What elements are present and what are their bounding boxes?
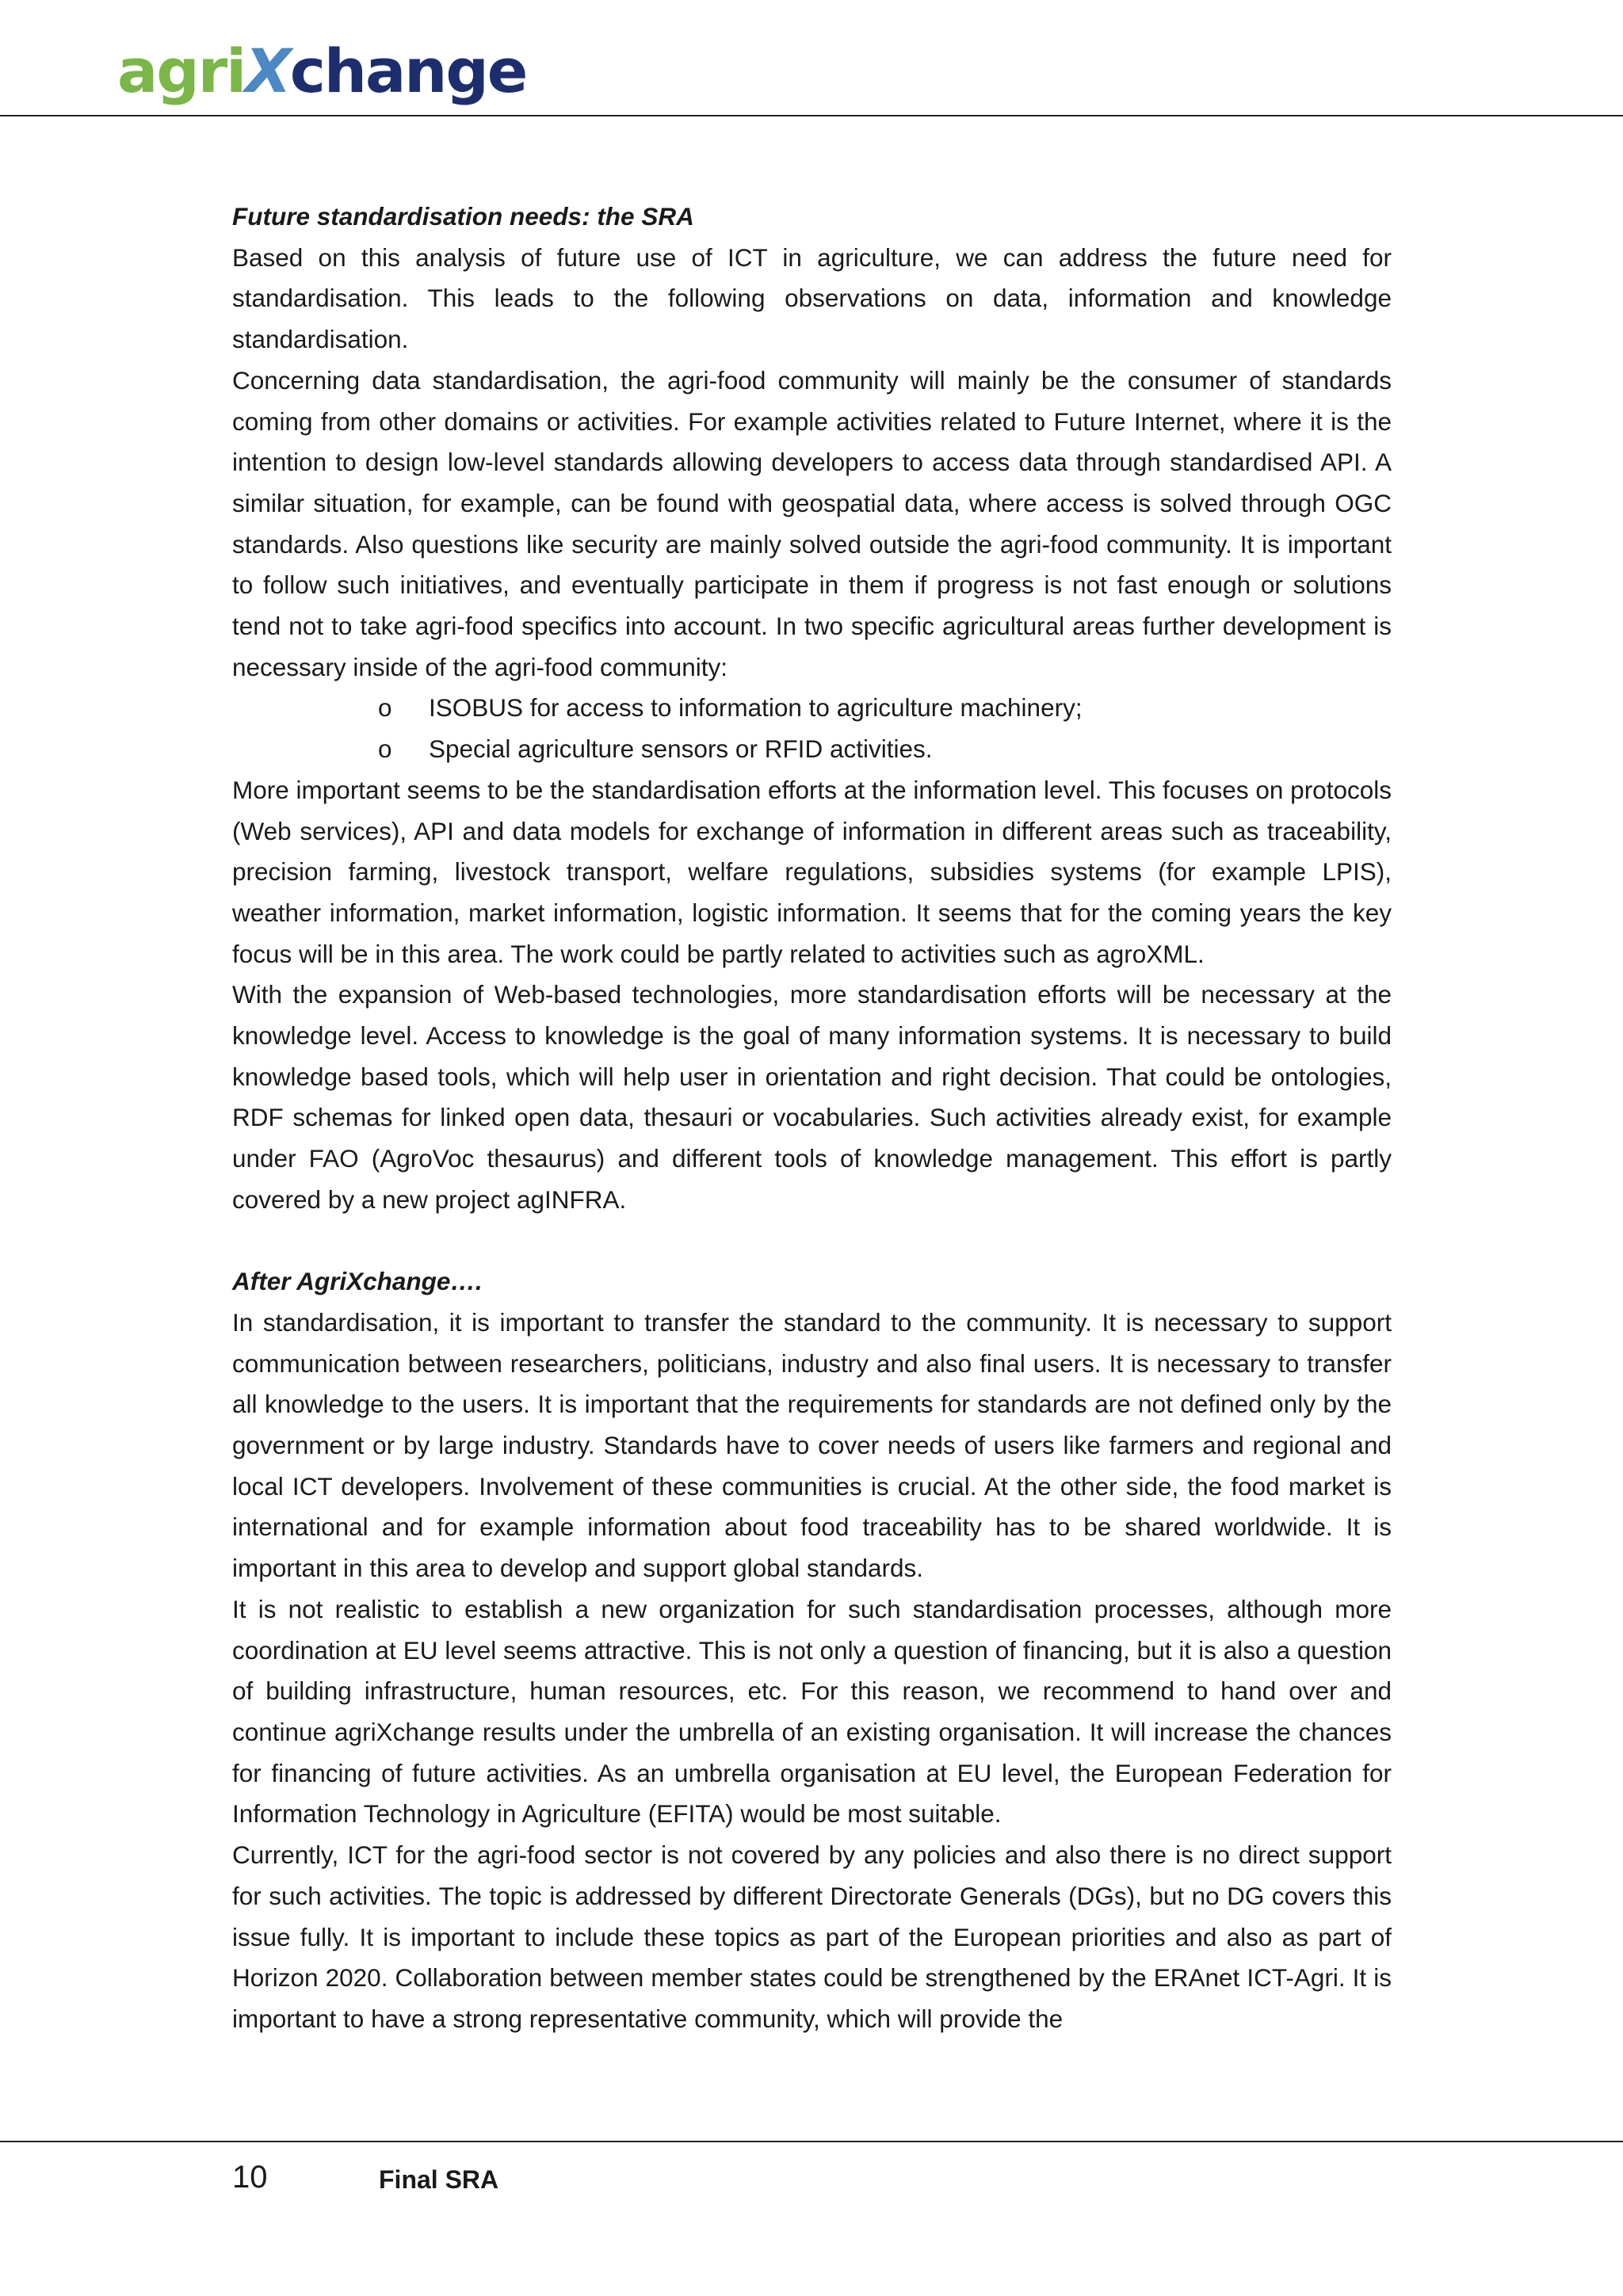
list-item — [232, 688, 1392, 729]
logo-change-text: change — [289, 36, 527, 106]
section-heading-after-agrixchange: After AgriXchange…. — [232, 1267, 483, 1296]
footer-document-title: Final SRA — [379, 2165, 499, 2194]
paragraph: It is not realistic to establish a new organization for such standardisation processes, although more coordination at EU level seems attractive. This is not only a question of financing, but it is also a question of building infrastructure, human resources, etc. For this reason, we recommend to hand over and continue agriXchange results under the umbrella of an existing organisation. It will increase the chances for financing of future activities. As an umbrella organisation at EU level, the European Federation for Information Technology in Agriculture (EFITA) would be most suitable. — [232, 1594, 1392, 1829]
page-number: 10 — [232, 2160, 268, 2195]
header-divider — [0, 115, 1623, 116]
footer-divider — [0, 2141, 1623, 2142]
paragraph: In standardisation, it is important to transfer the standard to the community. It is necessary to support communication between researchers, politicians, industry and also final users. It is necessary to transfer all knowledge to the users. It is important that the requirements for standards are not defined only by the government or by large industry. Standards have to cover needs of users like farmers and regional and local ICT developers. Involvement of these communities is crucial. At the other side, the food market is international and for example information about food traceability has to be shared worldwide. It is important in this area to develop and support global standards. — [232, 1307, 1392, 1583]
logo-agri-text: agri — [117, 36, 246, 106]
bullet-circle-icon: o — [378, 734, 392, 764]
paragraph: More important seems to be the standardisation efforts at the information level. This focuses on protocols (Web services), API and data models for exchange of information in different areas such as traceability, precision farming, livestock transport, welfare regulations, subsidies systems (for example LPIS), weather information, market information, logistic information. It seems that for the coming years the key focus will be in this area. The work could be partly related to activities such as agroXML. — [232, 775, 1392, 968]
list-item-text: Special agriculture sensors or RFID activities. — [429, 734, 933, 764]
paragraph: Based on this analysis of future use of ICT in agriculture, we can address the future need for standardisation. This leads to the following observations on data, information and knowledge standardisation. — [232, 242, 1392, 354]
logo-x-mark: X — [245, 36, 290, 106]
section-spacer — [232, 1221, 1392, 1262]
list-item — [232, 729, 1392, 770]
bullet-list — [232, 688, 1392, 769]
bullet-circle-icon: o — [378, 693, 392, 723]
paragraph: Currently, ICT for the agri-food sector is not covered by any policies and also there is no direct support for such activities. The topic is addressed by different Directorate Generals (DGs), but no DG covers this issue fully. It is important to include these topics as part of the European priorities and also as part of Horizon 2020. Collaboration between member states could be strengthened by the ERAnet ICT-Agri. It is important to have a strong representative community, which will provide the — [232, 1840, 1392, 2033]
paragraph: With the expansion of Web-based technologies, more standardisation efforts will be necessary at the knowledge level. Access to knowledge is the goal of many information systems. It is necessary to build knowledge based tools, which will help user in orientation and right decision. That could be ontologies, RDF schemas for linked open data, thesauri or vocabularies. Such activities already exist, for example under FAO (AgroVoc thesaurus) and different tools of knowledge management. This effort is partly covered by a new project agINFRA. — [232, 980, 1392, 1214]
agrixchange-logo — [117, 24, 526, 119]
document-body — [232, 196, 1392, 2040]
section-heading-sra: Future standardisation needs: the SRA — [232, 202, 694, 231]
list-item-text: ISOBUS for access to information to agriculture machinery; — [429, 693, 1083, 723]
paragraph: Concerning data standardisation, the agri-food community will mainly be the consumer of standards coming from other domains or activities. For example activities related to Future Internet, where it is the intention to design low-level standards allowing developers to access data through standardised API. A similar situation, for example, can be found with geospatial data, where access is solved through OGC standards. Also questions like security are mainly solved outside the agri-food community. It is important to follow such initiatives, and eventually participate in them if progress is not fast enough or solutions tend not to take agri-food specifics into account. In two specific agricultural areas further development is necessary inside of the agri-food community: — [232, 365, 1392, 681]
